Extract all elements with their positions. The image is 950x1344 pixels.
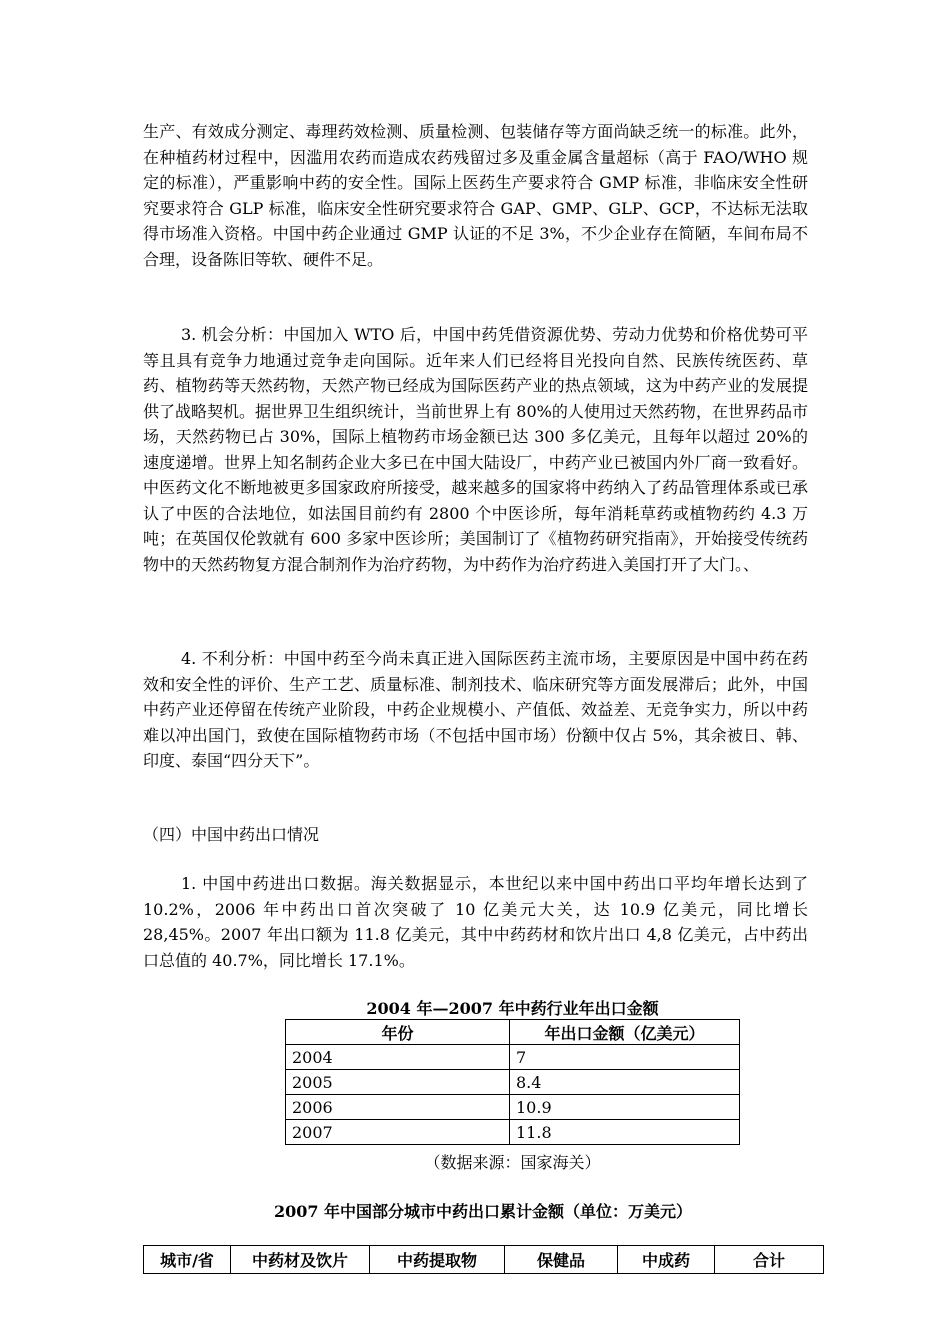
paragraph-export-data — [143, 871, 808, 973]
table-header-row — [144, 1246, 824, 1274]
paragraph-text: 3. 机会分析：中国加入 WTO 后，中国中药凭借资源优势、劳动力优势和价格优势可平等且具有竞争力地通过竞争走向国际。近年来人们已经将目光投向自然、民族传统医药、草药、植物药等天然药物，天然产物已经成为国际医药产业的热点领域，这为中药产业的发展提供了战略契机。据世界卫生组织统计，当前世界上有 80%的人使用过天然药物，在世界药品市场，天然药物已占 30%，国际上植物药市场金额已达 300 多亿美元，且每年以超过 20%的速度递增。世界上知名制药企业大多已在中国大陆设厂，中药产业已被国内外厂商一致看好。中医药文化不断地被更多国家政府所接受，越来越多的国家将中药纳入了药品管理体系或已承认了中医的合法地位，如法国目前约有 2800 个中医诊所，每年消耗草药或植物药约 4.3 万吨；在英国仅伦敦就有 600 多家中医诊所；美国制订了《植物药研究指南》，开始接受传统药物中的天然药物复方混合制剂作为治疗药物，为中药作为治疗药进入美国打开了大门。、 — [143, 325, 808, 574]
paragraph-text: 1. 中国中药进出口数据。海关数据显示，本世纪以来中国中药出口平均年增长达到了 10.2%，2006 年中药出口首次突破了 10 亿美元大关，达 10.9 亿美元，同比增长 28,45%。2007 年出口额为 11.8 亿美元，其中中药药材和饮片出口 4,8 亿美元，占中药出口总值的 40.7%，同比增长 17.1%。 — [143, 874, 808, 970]
paragraph-text: 生产、有效成分测定、毒理药效检测、质量检测、包装储存等方面尚缺乏统一的标准。此外，在种植药材过程中，因滥用农药而造成农药残留过多及重金属含量超标（高于 FAO/WHO 规定的标准），严重影响中药的安全性。国际上医药生产要求符合 GMP 标准，非临床安全性研究要求符合 GLP 标准，临床安全性研究要求符合 GAP、GMP、GLP、GCP，不达标无法取得市场准入资格。中国中药企业通过 GMP 认证的不足 3%，不少企业存在简陋，车间布局不合理，设备陈旧等软、硬件不足。 — [143, 122, 808, 269]
city-export-table — [143, 1245, 824, 1274]
section-heading-text: （四）中国中药出口情况 — [143, 825, 320, 844]
paragraph-standards — [143, 119, 808, 272]
table-row — [286, 1045, 740, 1070]
paragraph-opportunity — [143, 322, 808, 577]
cell-year: 2007 — [286, 1120, 510, 1145]
table-row — [286, 1095, 740, 1120]
export-amount-table — [285, 1019, 740, 1145]
table2-title: 2007 年中国部分城市中药出口累计金额（单位：万美元） — [273, 1202, 693, 1221]
cell-amount: 10.9 — [510, 1095, 740, 1120]
cell-amount: 11.8 — [510, 1120, 740, 1145]
header-herbs: 中药材及饮片 — [231, 1246, 370, 1274]
header-total: 合计 — [715, 1246, 824, 1274]
cell-year: 2005 — [286, 1070, 510, 1095]
header-amount: 年出口金额（亿美元） — [510, 1020, 740, 1045]
header-health-products: 保健品 — [505, 1246, 618, 1274]
table-row — [286, 1120, 740, 1145]
cell-year: 2004 — [286, 1045, 510, 1070]
header-patent-medicine: 中成药 — [618, 1246, 715, 1274]
cell-amount: 8.4 — [510, 1070, 740, 1095]
cell-amount: 7 — [510, 1045, 740, 1070]
cell-year: 2006 — [286, 1095, 510, 1120]
header-city: 城市/省 — [144, 1246, 231, 1274]
paragraph-disadvantage — [143, 646, 808, 774]
table1-source-note: （数据来源：国家海关） — [424, 1153, 601, 1172]
table-header-row — [286, 1020, 740, 1045]
section-heading — [143, 822, 808, 848]
table-row — [286, 1070, 740, 1095]
table1-title: 2004 年—2007 年中药行业年出口金额 — [366, 999, 659, 1018]
header-year: 年份 — [286, 1020, 510, 1045]
header-extracts: 中药提取物 — [370, 1246, 505, 1274]
paragraph-text: 4. 不利分析：中国中药至今尚未真正进入国际医药主流市场，主要原因是中国中药在药效和安全性的评价、生产工艺、质量标准、制剂技术、临床研究等方面发展滞后；此外，中国中药产业还停留在传统产业阶段，中药企业规模小、产值低、效益差、无竞争实力，所以中药难以冲出国门，致使在国际植物药市场（不包括中国市场）份额中仅占 5%，其余被日、韩、印度、泰国“四分天下”。 — [143, 649, 808, 770]
